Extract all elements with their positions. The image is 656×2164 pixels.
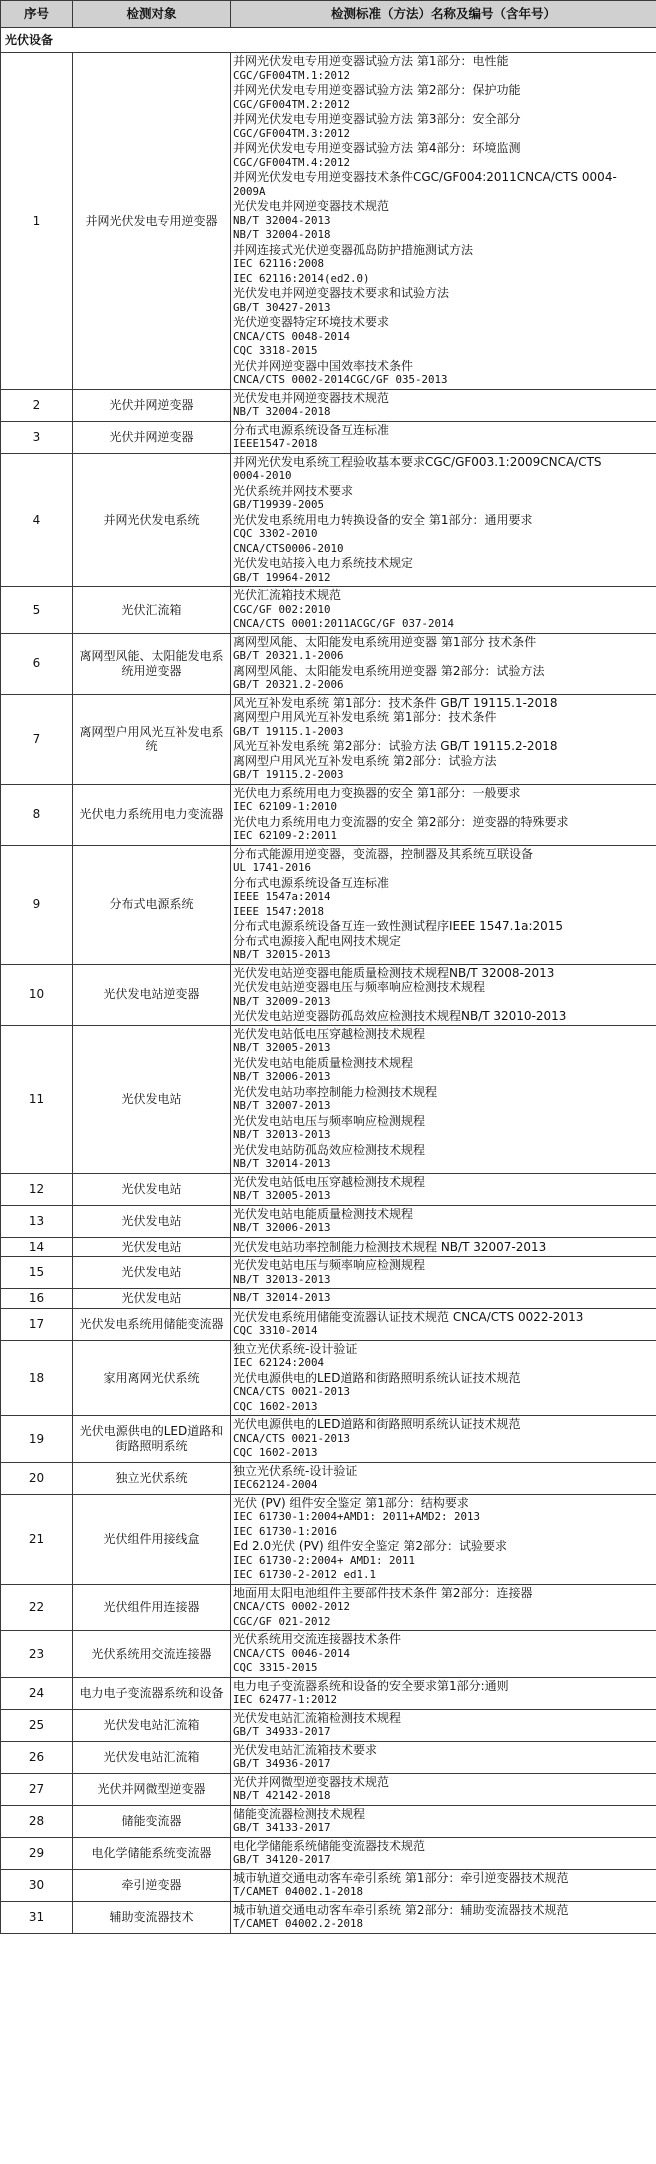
row-object: 离网型户用风光互补发电系统 <box>73 694 231 784</box>
table-row <box>1 53 656 390</box>
standard-line: 光伏 (PV) 组件安全鉴定 第1部分：结构要求 <box>233 1495 469 1510</box>
row-index: 25 <box>1 1709 73 1741</box>
standard-line: NB/T 32004-2018 <box>233 405 331 418</box>
header-standard: 检测标准（方法）名称及编号（含年号） <box>231 1 656 28</box>
table-row <box>1 1025 656 1173</box>
row-standards <box>231 53 656 390</box>
table-row <box>1 1741 656 1773</box>
row-standards <box>231 1025 656 1173</box>
standard-line: NB/T 32013-2013 <box>233 1128 331 1141</box>
standard-line: 并网光伏发电专用逆变器试验方法 第3部分：安全部分 <box>233 112 521 126</box>
row-object: 光伏发电站 <box>73 1173 231 1205</box>
standard-line: 风光互补发电系统 第2部分：试验方法 GB/T 19115.2-2018 <box>233 739 558 753</box>
row-index: 12 <box>1 1173 73 1205</box>
standard-line: NB/T 32007-2013 <box>233 1099 331 1112</box>
row-object: 分布式电源系统 <box>73 845 231 964</box>
standard-line: CNCA/CTS 0002-2012 <box>233 1600 351 1613</box>
row-standards <box>231 964 656 1025</box>
standard-line: IEC 62116:2008 <box>233 257 325 270</box>
standard-line: CNCA/CTS 0021-2013 <box>233 1385 351 1398</box>
standard-line: CQC 3318-2015 <box>233 344 318 357</box>
row-object: 电化学储能系统变流器 <box>73 1837 231 1869</box>
standard-line: IEC 61730-1:2004+AMD1: 2011+AMD2: 2013 <box>233 1510 481 1523</box>
standard-line: NB/T 32015-2013 <box>233 948 331 961</box>
row-standards <box>231 1308 656 1340</box>
row-object: 光伏发电站逆变器 <box>73 964 231 1025</box>
standard-line: 光伏发电站功率控制能力检测技术规程 <box>233 1084 438 1099</box>
standard-line: 光伏电源供电的LED道路和街路照明系统认证技术规范 <box>233 1417 521 1431</box>
standard-line: 光伏发电站电压与频率响应检测规程 <box>233 1258 426 1272</box>
row-standards <box>231 784 656 845</box>
standard-line: 光伏发电并网逆变器技术要求和试验方法 <box>233 286 450 300</box>
row-object: 电力电子变流器系统和设备 <box>73 1677 231 1709</box>
standard-line: 光伏发电站电压与频率响应检测规程 <box>233 1113 426 1128</box>
standard-line: 城市轨道交通电动客车牵引系统 第1部分：牵引逆变器技术规范 <box>233 1870 569 1885</box>
row-object: 光伏发电系统用储能变流器 <box>73 1308 231 1340</box>
row-standards <box>231 694 656 784</box>
standard-line: NB/T 32009-2013 <box>233 994 331 1008</box>
standard-line: 光伏发电站逆变器电压与频率响应检测技术规程 <box>233 980 486 994</box>
table-row <box>1 1308 656 1340</box>
table-row <box>1 1631 656 1678</box>
standard-line: IEC 62109-2:2011 <box>233 829 338 842</box>
section-row <box>1 28 656 53</box>
standard-line: 分布式电源系统设备互连标准 <box>233 422 390 437</box>
standard-line: 并网光伏发电专用逆变器试验方法 第4部分：环境监测 <box>233 141 521 155</box>
standard-line: CGC/GF004TM.2:2012 <box>233 97 351 111</box>
table-row <box>1 1173 656 1205</box>
row-object: 光伏发电站 <box>73 1205 231 1237</box>
standard-line: GB/T 34933-2017 <box>233 1725 331 1738</box>
row-index: 27 <box>1 1773 73 1805</box>
row-object: 光伏系统用交流连接器 <box>73 1631 231 1678</box>
table-row <box>1 1205 656 1237</box>
row-object: 光伏发电站 <box>73 1289 231 1309</box>
standard-line: CGC/GF 002:2010 <box>233 602 331 616</box>
standard-line: 光伏发电站汇流箱技术要求 <box>233 1742 378 1757</box>
row-object: 光伏并网逆变器 <box>73 421 231 453</box>
standard-line: 光伏逆变器特定环境技术要求 <box>233 315 390 329</box>
row-standards <box>231 1709 656 1741</box>
standard-line: 2009A <box>233 184 266 198</box>
row-object: 储能变流器 <box>73 1805 231 1837</box>
row-index: 18 <box>1 1340 73 1416</box>
row-object: 并网光伏发电系统 <box>73 453 231 587</box>
table-row <box>1 1837 656 1869</box>
standard-line: NB/T 32005-2013 <box>233 1041 331 1054</box>
row-index: 1 <box>1 53 73 390</box>
row-index: 28 <box>1 1805 73 1837</box>
row-index: 31 <box>1 1901 73 1933</box>
row-object: 辅助变流器技术 <box>73 1901 231 1933</box>
standard-line: 并网光伏发电系统工程验收基本要求CGC/GF003.1:2009CNCA/CTS <box>233 454 602 469</box>
standard-line: GB/T 19115.1-2003 <box>233 724 344 738</box>
row-index: 16 <box>1 1289 73 1309</box>
row-object: 光伏并网逆变器 <box>73 389 231 421</box>
header-index: 序号 <box>1 1 73 28</box>
row-object: 并网光伏发电专用逆变器 <box>73 53 231 390</box>
row-index: 5 <box>1 587 73 634</box>
table-row <box>1 1805 656 1837</box>
standard-line: NB/T 32014-2013 <box>233 1291 331 1304</box>
table-row <box>1 1340 656 1416</box>
row-index: 4 <box>1 453 73 587</box>
standard-line: 并网光伏发电专用逆变器试验方法 第1部分：电性能 <box>233 54 509 68</box>
row-index: 13 <box>1 1205 73 1237</box>
table-row <box>1 694 656 784</box>
standard-line: CNCA/CTS 0046-2014 <box>233 1646 351 1660</box>
table-row <box>1 1494 656 1584</box>
row-standards <box>231 1837 656 1869</box>
row-standards <box>231 1257 656 1289</box>
standard-line: 光伏发电站电能质量检测技术规程 <box>233 1055 414 1070</box>
standard-line: IEC 61730-1:2016 <box>233 1524 338 1538</box>
standard-line: 分布式电源系统设备互连一致性测试程序IEEE 1547.1a:2015 <box>233 919 564 933</box>
table-row <box>1 845 656 964</box>
row-index: 2 <box>1 389 73 421</box>
standard-line: 地面用太阳电池组件主要部件技术条件 第2部分：连接器 <box>233 1585 533 1600</box>
row-standards <box>231 1584 656 1631</box>
row-standards <box>231 1237 656 1257</box>
row-standards <box>231 1173 656 1205</box>
standard-line: IEC62124-2004 <box>233 1478 318 1491</box>
standard-line: 并网光伏发电专用逆变器技术条件CGC/GF004:2011CNCA/CTS 0004- <box>233 170 617 184</box>
standard-line: T/CAMET 04002.2-2018 <box>233 1917 364 1930</box>
standard-line: GB/T19939-2005 <box>233 498 325 511</box>
standard-line: 分布式能源用逆变器，变流器，控制器及其系统互联设备 <box>233 846 534 861</box>
row-standards <box>231 1805 656 1837</box>
row-standards <box>231 845 656 964</box>
standard-line: NB/T 32013-2013 <box>233 1272 331 1286</box>
standard-line: 光伏发电站低电压穿越检测技术规程 <box>233 1174 426 1189</box>
table-row <box>1 1773 656 1805</box>
standard-line: GB/T 34133-2017 <box>233 1821 331 1834</box>
standard-line: 光伏发电并网逆变器技术规范 <box>233 390 390 405</box>
standard-line: 光伏发电站接入电力系统技术规定 <box>233 556 414 570</box>
standard-line: NB/T 32006-2013 <box>233 1070 331 1083</box>
standard-line: IEEE1547-2018 <box>233 437 318 450</box>
standard-line: 离网型风能、太阳能发电系统用逆变器 第2部分：试验方法 <box>233 663 545 678</box>
row-object: 光伏发电站 <box>73 1025 231 1173</box>
row-standards <box>231 1205 656 1237</box>
standard-line: 城市轨道交通电动客车牵引系统 第2部分：辅助变流器技术规范 <box>233 1902 569 1917</box>
standard-line: CQC 3315-2015 <box>233 1661 318 1674</box>
standard-line: IEC 62116:2014(ed2.0) <box>233 271 370 285</box>
standard-line: 光伏电力系统用电力变流器的安全 第2部分：逆变器的特殊要求 <box>233 814 569 829</box>
row-index: 29 <box>1 1837 73 1869</box>
standard-line: 0004-2010 <box>233 469 292 482</box>
row-index: 8 <box>1 784 73 845</box>
standard-line: CQC 3310-2014 <box>233 1324 318 1337</box>
row-index: 21 <box>1 1494 73 1584</box>
section-title: 光伏设备 <box>1 28 656 53</box>
standard-line: IEEE 1547:2018 <box>233 904 325 918</box>
standard-line: 光伏发电站逆变器电能质量检测技术规程NB/T 32008-2013 <box>233 965 555 980</box>
table-row <box>1 1257 656 1289</box>
row-standards <box>231 453 656 587</box>
table-row <box>1 1416 656 1463</box>
standard-line: NB/T 32004-2013 <box>233 213 331 227</box>
standard-line: 并网光伏发电专用逆变器试验方法 第2部分：保护功能 <box>233 83 521 97</box>
standard-line: CNCA/CTS 0001:2011ACGC/GF 037-2014 <box>233 617 455 630</box>
table-row <box>1 587 656 634</box>
standard-line: 光伏系统并网技术要求 <box>233 483 354 498</box>
row-standards <box>231 421 656 453</box>
standard-line: 光伏发电系统用储能变流器认证技术规范 CNCA/CTS 0022-2013 <box>233 1309 584 1324</box>
row-standards <box>231 633 656 694</box>
standard-line: GB/T 34120-2017 <box>233 1853 331 1866</box>
row-index: 6 <box>1 633 73 694</box>
standard-line: 光伏发电站功率控制能力检测技术规程 NB/T 32007-2013 <box>233 1239 547 1254</box>
standard-line: 光伏发电站汇流箱检测技术规程 <box>233 1710 402 1725</box>
standard-line: 光伏发电站逆变器防孤岛效应检测技术规程NB/T 32010-2013 <box>233 1009 567 1023</box>
standard-line: IEC 61730-2:2004+ AMD1: 2011 <box>233 1553 416 1567</box>
standard-line: 光伏发电站低电压穿越检测技术规程 <box>233 1026 426 1041</box>
row-object: 光伏发电站汇流箱 <box>73 1741 231 1773</box>
row-standards <box>231 1340 656 1416</box>
standard-line: IEC 62124:2004 <box>233 1356 325 1369</box>
standard-line: GB/T 34936-2017 <box>233 1757 331 1770</box>
row-object: 光伏汇流箱 <box>73 587 231 634</box>
standard-line: 光伏并网微型逆变器技术规范 <box>233 1774 390 1789</box>
row-object: 光伏电力系统用电力变流器 <box>73 784 231 845</box>
row-index: 10 <box>1 964 73 1025</box>
row-index: 7 <box>1 694 73 784</box>
row-standards <box>231 1289 656 1309</box>
standard-line: CQC 1602-2013 <box>233 1446 318 1459</box>
table-row <box>1 453 656 587</box>
standard-line: NB/T 32014-2013 <box>233 1157 331 1170</box>
row-object: 光伏发电站 <box>73 1257 231 1289</box>
standard-line: 储能变流器检测技术规程 <box>233 1806 366 1821</box>
standard-line: 光伏发电并网逆变器技术规范 <box>233 199 390 213</box>
row-object: 光伏并网微型逆变器 <box>73 1773 231 1805</box>
standard-line: NB/T 32006-2013 <box>233 1221 331 1234</box>
row-object: 牵引逆变器 <box>73 1869 231 1901</box>
standard-line: 光伏电源供电的LED道路和街路照明系统认证技术规范 <box>233 1370 521 1385</box>
standard-line: GB/T 19964-2012 <box>233 570 331 584</box>
table-row <box>1 1584 656 1631</box>
standard-line: CQC 1602-2013 <box>233 1399 318 1413</box>
standard-line: 光伏汇流箱技术规范 <box>233 588 342 602</box>
standard-line: CNCA/CTS 0048-2014 <box>233 329 351 343</box>
table-row <box>1 1869 656 1901</box>
standard-line: GB/T 30427-2013 <box>233 300 331 314</box>
standard-line: 分布式电源系统设备互连标准 <box>233 875 390 890</box>
row-standards <box>231 1631 656 1678</box>
row-standards <box>231 1869 656 1901</box>
standard-line: 光伏发电系统用电力转换设备的安全 第1部分：通用要求 <box>233 512 533 527</box>
table-row <box>1 421 656 453</box>
row-index: 30 <box>1 1869 73 1901</box>
standard-line: GB/T 20321.1-2006 <box>233 649 344 662</box>
standard-line: IEC 62109-1:2010 <box>233 800 338 813</box>
standard-line: 光伏系统用交流连接器技术条件 <box>233 1632 402 1646</box>
row-standards <box>231 1741 656 1773</box>
table-header-row <box>1 1 656 28</box>
standard-line: 电力电子变流器系统和设备的安全要求第1部分:通则 <box>233 1678 509 1693</box>
row-index: 17 <box>1 1308 73 1340</box>
row-index: 14 <box>1 1237 73 1257</box>
table-row <box>1 389 656 421</box>
standard-line: GB/T 19115.2-2003 <box>233 768 344 781</box>
row-standards <box>231 1677 656 1709</box>
row-index: 22 <box>1 1584 73 1631</box>
standard-line: 光伏电力系统用电力变换器的安全 第1部分：一般要求 <box>233 785 521 800</box>
row-standards <box>231 389 656 421</box>
row-index: 19 <box>1 1416 73 1463</box>
row-standards <box>231 1494 656 1584</box>
standard-line: 分布式电源接入配电网技术规定 <box>233 933 402 948</box>
standard-line: CGC/GF004TM.3:2012 <box>233 126 351 140</box>
standard-line: NB/T 32005-2013 <box>233 1189 331 1202</box>
table-row <box>1 1462 656 1494</box>
row-standards <box>231 1462 656 1494</box>
standard-line: 离网型户用风光互补发电系统 第1部分：技术条件 <box>233 710 497 724</box>
row-object: 光伏组件用接线盒 <box>73 1494 231 1584</box>
standard-line: 并网连接式光伏逆变器孤岛防护措施测试方法 <box>233 242 474 257</box>
table-row <box>1 1289 656 1309</box>
row-object: 光伏组件用连接器 <box>73 1584 231 1631</box>
row-object: 独立光伏系统 <box>73 1462 231 1494</box>
standard-line: IEC 61730-2-2012 ed1.1 <box>233 1568 377 1581</box>
row-object: 离网型风能、太阳能发电系统用逆变器 <box>73 633 231 694</box>
row-index: 20 <box>1 1462 73 1494</box>
standard-line: CGC/GF 021-2012 <box>233 1614 331 1628</box>
standard-line: 光伏并网逆变器中国效率技术条件 <box>233 358 414 373</box>
standard-line: NB/T 42142-2018 <box>233 1789 331 1802</box>
standard-line: Ed 2.0光伏 (PV) 组件安全鉴定 第2部分：试验要求 <box>233 1539 507 1553</box>
standard-line: UL 1741-2016 <box>233 861 312 874</box>
table-row <box>1 633 656 694</box>
row-object: 光伏发电站 <box>73 1237 231 1257</box>
standard-line: 独立光伏系统-设计验证 <box>233 1463 358 1478</box>
row-index: 15 <box>1 1257 73 1289</box>
row-standards <box>231 1901 656 1933</box>
row-standards <box>231 587 656 634</box>
standard-line: CGC/GF004TM.1:2012 <box>233 68 351 82</box>
standard-line: CNCA/CTS 0021-2013 <box>233 1431 351 1445</box>
standard-line: T/CAMET 04002.1-2018 <box>233 1885 364 1898</box>
table-row <box>1 1237 656 1257</box>
row-index: 23 <box>1 1631 73 1678</box>
row-index: 24 <box>1 1677 73 1709</box>
row-standards <box>231 1416 656 1463</box>
standard-line: 电化学储能系统储能变流器技术规范 <box>233 1838 426 1853</box>
row-index: 11 <box>1 1025 73 1173</box>
standard-line: NB/T 32004-2018 <box>233 228 331 241</box>
row-object: 光伏电源供电的LED道路和街路照明系统 <box>73 1416 231 1463</box>
row-index: 3 <box>1 421 73 453</box>
standard-line: CNCA/CTS 0002-2014CGC/GF 035-2013 <box>233 373 448 386</box>
standard-line: 离网型户用风光互补发电系统 第2部分：试验方法 <box>233 753 497 768</box>
standard-line: IEEE 1547a:2014 <box>233 890 331 903</box>
table-row <box>1 784 656 845</box>
row-standards <box>231 1773 656 1805</box>
table-row <box>1 964 656 1025</box>
standard-line: 独立光伏系统-设计验证 <box>233 1341 358 1356</box>
row-object: 光伏发电站汇流箱 <box>73 1709 231 1741</box>
standard-line: IEC 62477-1:2012 <box>233 1693 338 1706</box>
row-index: 26 <box>1 1741 73 1773</box>
header-object: 检测对象 <box>73 1 231 28</box>
table-row <box>1 1677 656 1709</box>
standard-line: GB/T 20321.2-2006 <box>233 678 344 691</box>
standard-line: 离网型风能、太阳能发电系统用逆变器 第1部分 技术条件 <box>233 634 537 649</box>
standard-line: CQC 3302-2010 <box>233 527 318 540</box>
standard-line: 风光互补发电系统 第1部分：技术条件 GB/T 19115.1-2018 <box>233 695 558 710</box>
row-index: 9 <box>1 845 73 964</box>
row-object: 家用离网光伏系统 <box>73 1340 231 1416</box>
standard-line: CGC/GF004TM.4:2012 <box>233 155 351 169</box>
standard-line: CNCA/CTS0006-2010 <box>233 541 344 555</box>
standard-line: 光伏发电站防孤岛效应检测技术规程 <box>233 1142 426 1157</box>
table-row <box>1 1901 656 1933</box>
standard-line: 光伏发电站电能质量检测技术规程 <box>233 1206 414 1221</box>
table-row <box>1 1709 656 1741</box>
